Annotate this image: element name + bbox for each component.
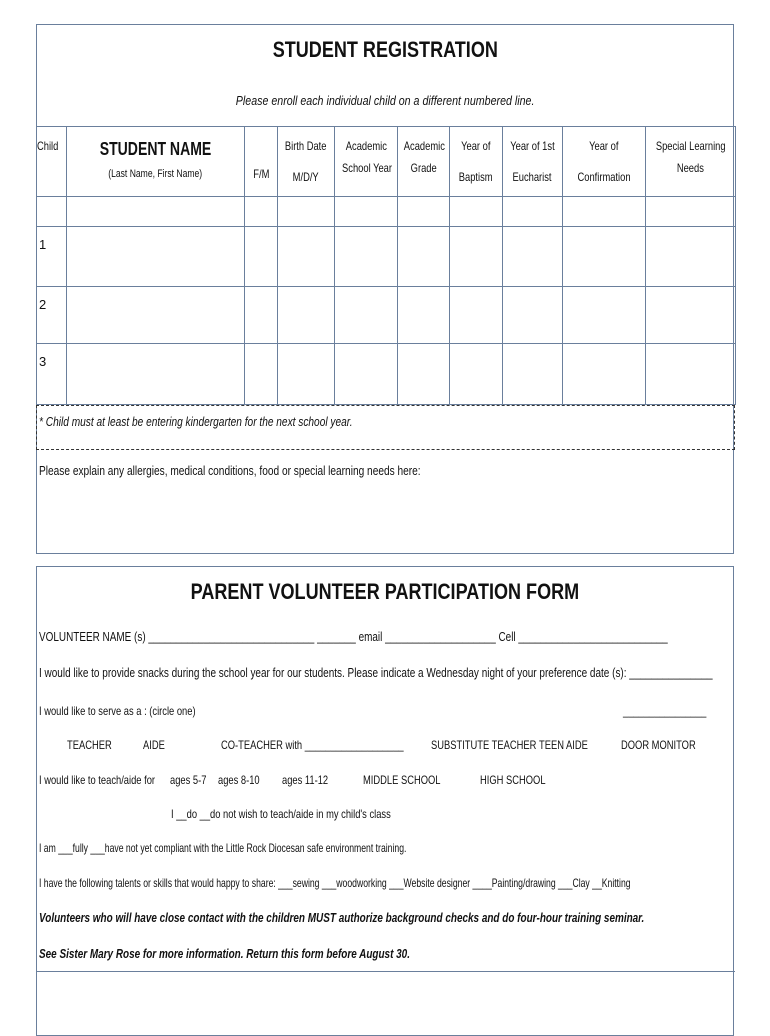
registration-title: STUDENT REGISTRATION <box>272 37 498 62</box>
year-cell[interactable] <box>335 227 398 287</box>
col-birth-date: Birth Date M/D/Y <box>278 127 335 197</box>
table-row <box>37 227 736 287</box>
eucharist-cell[interactable] <box>503 344 563 405</box>
baptism-cell[interactable] <box>450 344 503 405</box>
special-cell[interactable] <box>646 197 736 227</box>
role-door-monitor[interactable]: DOOR MONITOR <box>621 738 696 752</box>
col-year-confirmation: Year of Confirmation <box>563 127 646 197</box>
student-registration-section <box>36 24 734 554</box>
volunteer-name-line[interactable]: VOLUNTEER NAME (s) ______________________________ _______ email ____________________ Cell ___________________________ <box>39 629 668 644</box>
col-child: Child <box>37 127 67 197</box>
birth-cell[interactable] <box>278 344 335 405</box>
col-special-learning: Special Learning Needs <box>646 127 736 197</box>
name-cell[interactable] <box>67 197 245 227</box>
grade-cell[interactable] <box>398 197 450 227</box>
registration-subtitle: Please enroll each individual child on a different numbered line. <box>235 93 535 108</box>
name-cell[interactable] <box>67 344 245 405</box>
year-cell[interactable] <box>335 344 398 405</box>
role-teen-aide[interactable]: TEEN AIDE <box>539 738 588 752</box>
col-year-baptism: Year of Baptism <box>450 127 503 197</box>
table-row <box>37 344 736 405</box>
birth-cell[interactable] <box>278 227 335 287</box>
ages-lead: I would like to teach/aide for <box>39 773 156 787</box>
table-row <box>37 287 736 344</box>
col-year-eucharist: Year of 1st Eucharist <box>503 127 563 197</box>
role-aide[interactable]: AIDE <box>143 738 165 752</box>
compliance-line[interactable]: I am ___fully ___have not yet compliant with the Little Rock Diocesan safe environment training. <box>39 841 407 855</box>
birth-cell[interactable] <box>278 197 335 227</box>
allergy-prompt: Please explain any allergies, medical conditions, food or special learning needs here: <box>39 463 421 478</box>
row-number: 3 <box>37 344 67 405</box>
grade-cell[interactable] <box>398 227 450 287</box>
col-academic-year: Academic School Year <box>335 127 398 197</box>
grade-cell[interactable] <box>398 287 450 344</box>
serve-blank[interactable]: ________________ <box>623 704 707 718</box>
baptism-cell[interactable] <box>450 287 503 344</box>
special-cell[interactable] <box>646 227 736 287</box>
ages-5-7[interactable]: ages 5-7 <box>170 773 207 787</box>
name-cell[interactable] <box>67 287 245 344</box>
eucharist-cell[interactable] <box>503 197 563 227</box>
child-cell[interactable] <box>37 197 67 227</box>
year-cell[interactable] <box>335 197 398 227</box>
confirmation-cell[interactable] <box>563 227 646 287</box>
eucharist-cell[interactable] <box>503 227 563 287</box>
registration-table <box>36 126 736 405</box>
role-substitute-teacher[interactable]: SUBSTITUTE TEACHER <box>431 738 537 752</box>
background-check-line: Volunteers who will have close contact with the children MUST authorize background checks and do four-hour training seminar. <box>39 910 645 925</box>
table-header-row <box>37 127 736 197</box>
year-cell[interactable] <box>335 287 398 344</box>
fm-cell[interactable] <box>245 227 278 287</box>
grade-cell[interactable] <box>398 344 450 405</box>
col-fm: F/M <box>245 127 278 197</box>
role-co-teacher[interactable]: CO-TEACHER with ___________________ <box>221 738 404 752</box>
col-student-name: STUDENT NAME (Last Name, First Name) <box>67 127 245 197</box>
ages-8-10[interactable]: ages 8-10 <box>218 773 260 787</box>
confirmation-cell[interactable] <box>563 287 646 344</box>
kindergarten-note: * Child must at least be entering kindergarten for the next school year. <box>36 405 735 450</box>
row-number: 2 <box>37 287 67 344</box>
child-class-line[interactable]: I __do __do not wish to teach/aide in my child's class <box>171 807 391 821</box>
eucharist-cell[interactable] <box>503 287 563 344</box>
name-cell[interactable] <box>67 227 245 287</box>
high-school[interactable]: HIGH SCHOOL <box>480 773 546 787</box>
baptism-cell[interactable] <box>450 197 503 227</box>
fm-cell[interactable] <box>245 197 278 227</box>
volunteer-title: PARENT VOLUNTEER PARTICIPATION FORM <box>190 579 580 604</box>
ages-11-12[interactable]: ages 11-12 <box>282 773 329 787</box>
baptism-cell[interactable] <box>450 227 503 287</box>
confirmation-cell[interactable] <box>563 344 646 405</box>
role-teacher[interactable]: TEACHER <box>67 738 112 752</box>
serve-line: I would like to serve as a : (circle one) <box>39 704 196 718</box>
fm-cell[interactable] <box>245 287 278 344</box>
parent-volunteer-section <box>36 566 734 1036</box>
talents-line[interactable]: I have the following talents or skills that would happy to share: ___sewing ___woodworking ___Website designer ____Painting/drawing ___Clay __Knitting <box>39 876 631 890</box>
birth-cell[interactable] <box>278 287 335 344</box>
fm-cell[interactable] <box>245 344 278 405</box>
row-number: 1 <box>37 227 67 287</box>
middle-school[interactable]: MIDDLE SCHOOL <box>363 773 441 787</box>
special-cell[interactable] <box>646 344 736 405</box>
divider <box>36 971 735 972</box>
table-row <box>37 197 736 227</box>
col-academic-grade: Academic Grade <box>398 127 450 197</box>
snacks-line[interactable]: I would like to provide snacks during the school year for our students. Please indicate a Wednesday night of your preference date (s): _______________ <box>39 665 713 680</box>
confirmation-cell[interactable] <box>563 197 646 227</box>
contact-line: See Sister Mary Rose for more information. Return this form before August 30. <box>39 946 410 961</box>
special-cell[interactable] <box>646 287 736 344</box>
